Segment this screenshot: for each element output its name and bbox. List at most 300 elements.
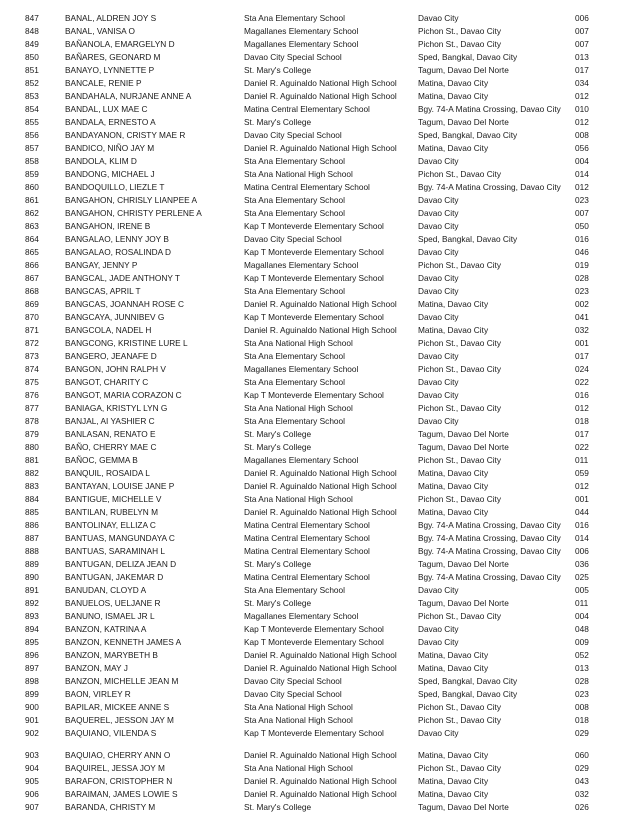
school-address: Matina, Davao City	[418, 78, 489, 88]
table-row	[0, 285, 638, 298]
room-code: 043	[575, 776, 589, 786]
school-name: St. Mary's College	[244, 65, 312, 75]
room-code: 011	[575, 598, 589, 608]
room-code: 048	[575, 624, 589, 634]
room-code: 012	[575, 91, 589, 101]
school-address: Davao City	[418, 585, 459, 595]
school-name: Matina Central Elementary School	[244, 520, 370, 530]
table-row	[0, 155, 638, 168]
school-name: Daniel R. Aguinaldo National High School	[244, 325, 397, 335]
school-address: Pichon St., Davao City	[418, 455, 502, 465]
row-number: 847	[25, 13, 39, 23]
examinee-name: BAÑO, CHERRY MAE C	[65, 442, 157, 452]
school-name: Sta Ana Elementary School	[244, 585, 346, 595]
school-address: Matina, Davao City	[418, 776, 489, 786]
row-number: 874	[25, 364, 39, 374]
school-name: Daniel R. Aguinaldo National High School	[244, 481, 397, 491]
table-row	[0, 467, 638, 480]
school-address: Pichon St., Davao City	[418, 702, 502, 712]
room-code: 019	[575, 260, 589, 270]
table-row	[0, 12, 638, 25]
room-code: 009	[575, 637, 589, 647]
examinee-name: BANQUIL, ROSAIDA L	[65, 468, 150, 478]
school-address: Matina, Davao City	[418, 481, 489, 491]
row-number: 890	[25, 572, 39, 582]
room-code: 023	[575, 195, 589, 205]
room-code: 023	[575, 286, 589, 296]
school-address: Bgy. 74-A Matina Crossing, Davao City	[418, 182, 561, 192]
examinee-name: BARAIMAN, JAMES LOWIE S	[65, 789, 178, 799]
room-code: 034	[575, 78, 589, 88]
table-row	[0, 220, 638, 233]
school-name: Matina Central Elementary School	[244, 182, 370, 192]
examinee-name: BANAYO, LYNNETTE P	[65, 65, 155, 75]
row-number: 870	[25, 312, 39, 322]
row-number: 849	[25, 39, 39, 49]
school-address: Davao City	[418, 13, 459, 23]
school-name: Daniel R. Aguinaldo National High School	[244, 468, 397, 478]
table-row	[0, 441, 638, 454]
room-code: 032	[575, 325, 589, 335]
school-address: Matina, Davao City	[418, 468, 489, 478]
table-row	[0, 558, 638, 571]
table-row	[0, 129, 638, 142]
school-address: Davao City	[418, 208, 459, 218]
row-number: 854	[25, 104, 39, 114]
examinee-name: BANZON, KATRINA A	[65, 624, 147, 634]
table-row	[0, 103, 638, 116]
school-address: Tagum, Davao Del Norte	[418, 442, 509, 452]
school-address: Bgy. 74-A Matina Crossing, Davao City	[418, 533, 561, 543]
table-row	[0, 298, 638, 311]
table-row	[0, 714, 638, 727]
school-name: Sta Ana Elementary School	[244, 377, 346, 387]
room-code: 059	[575, 468, 589, 478]
school-address: Matina, Davao City	[418, 91, 489, 101]
row-number: 861	[25, 195, 39, 205]
school-name: Kap T Monteverde Elementary School	[244, 312, 384, 322]
examinee-name: BANTUAS, MANGUNDAYA C	[65, 533, 175, 543]
row-number: 907	[25, 802, 39, 812]
examinee-name: BANGCAS, APRIL T	[65, 286, 141, 296]
room-code: 017	[575, 65, 589, 75]
examinee-name: BAQUEREL, JESSON JAY M	[65, 715, 174, 725]
examinee-name: BANIAGA, KRISTYL LYN G	[65, 403, 168, 413]
school-address: Bgy. 74-A Matina Crossing, Davao City	[418, 572, 561, 582]
school-name: Magallanes Elementary School	[244, 364, 359, 374]
row-number: 862	[25, 208, 39, 218]
school-name: Sta Ana National High School	[244, 763, 353, 773]
school-name: Davao City Special School	[244, 234, 342, 244]
school-name: Daniel R. Aguinaldo National High School	[244, 663, 397, 673]
room-code: 001	[575, 494, 589, 504]
school-name: Sta Ana National High School	[244, 702, 353, 712]
school-address: Pichon St., Davao City	[418, 611, 502, 621]
school-name: St. Mary's College	[244, 117, 312, 127]
room-code: 056	[575, 143, 589, 153]
examinee-name: BANLASAN, RENATO E	[65, 429, 156, 439]
examinee-name: BANGCAYA, JUNNIBEV G	[65, 312, 165, 322]
room-code: 002	[575, 299, 589, 309]
room-code: 052	[575, 650, 589, 660]
table-row	[0, 324, 638, 337]
room-code: 006	[575, 13, 589, 23]
school-address: Pichon St., Davao City	[418, 364, 502, 374]
school-name: Daniel R. Aguinaldo National High School	[244, 143, 397, 153]
school-name: Daniel R. Aguinaldo National High School	[244, 789, 397, 799]
examinee-name: BARANDA, CHRISTY M	[65, 802, 156, 812]
table-row	[0, 38, 638, 51]
room-code: 022	[575, 377, 589, 387]
school-name: Sta Ana Elementary School	[244, 195, 346, 205]
school-name: Davao City Special School	[244, 52, 342, 62]
table-row	[0, 389, 638, 402]
school-address: Bgy. 74-A Matina Crossing, Davao City	[418, 546, 561, 556]
table-row	[0, 428, 638, 441]
room-code: 029	[575, 728, 589, 738]
room-code: 006	[575, 546, 589, 556]
row-number: 879	[25, 429, 39, 439]
school-address: Tagum, Davao Del Norte	[418, 598, 509, 608]
table-row	[0, 402, 638, 415]
room-code: 007	[575, 26, 589, 36]
room-code: 032	[575, 789, 589, 799]
school-name: Magallanes Elementary School	[244, 26, 359, 36]
school-name: Davao City Special School	[244, 130, 342, 140]
table-row	[0, 376, 638, 389]
row-number: 887	[25, 533, 39, 543]
examinee-name: BANJAL, AI YASHIER C	[65, 416, 155, 426]
table-row	[0, 142, 638, 155]
school-name: Daniel R. Aguinaldo National High School	[244, 78, 397, 88]
room-code: 008	[575, 130, 589, 140]
examinee-name: BANGOT, CHARITY C	[65, 377, 149, 387]
school-address: Tagum, Davao Del Norte	[418, 429, 509, 439]
examinee-name: BANDAHALA, NURJANE ANNE A	[65, 91, 192, 101]
examinee-name: BANGCAS, JOANNAH ROSE C	[65, 299, 184, 309]
row-number: 894	[25, 624, 39, 634]
examinee-name: BANGAY, JENNY P	[65, 260, 138, 270]
row-number: 858	[25, 156, 39, 166]
row-number: 853	[25, 91, 39, 101]
row-number: 889	[25, 559, 39, 569]
row-number: 904	[25, 763, 39, 773]
examinee-name: BANTILAN, RUBELYN M	[65, 507, 158, 517]
table-row	[0, 662, 638, 675]
school-name: Sta Ana Elementary School	[244, 13, 346, 23]
row-number: 893	[25, 611, 39, 621]
school-name: Magallanes Elementary School	[244, 39, 359, 49]
school-address: Pichon St., Davao City	[418, 715, 502, 725]
examinee-name: BANTIGUE, MICHELLE V	[65, 494, 162, 504]
examinee-name: BANGCAL, JADE ANTHONY T	[65, 273, 180, 283]
table-row	[0, 25, 638, 38]
table-row	[0, 636, 638, 649]
examinee-name: BAQUIAO, CHERRY ANN O	[65, 750, 171, 760]
school-name: Sta Ana National High School	[244, 403, 353, 413]
table-row	[0, 415, 638, 428]
school-name: Matina Central Elementary School	[244, 104, 370, 114]
school-address: Bgy. 74-A Matina Crossing, Davao City	[418, 104, 561, 114]
examinee-name: BANZON, KENNETH JAMES A	[65, 637, 182, 647]
row-number: 886	[25, 520, 39, 530]
room-code: 016	[575, 390, 589, 400]
table-row	[0, 762, 638, 775]
school-name: Matina Central Elementary School	[244, 533, 370, 543]
school-address: Davao City	[418, 195, 459, 205]
room-code: 028	[575, 273, 589, 283]
row-number: 896	[25, 650, 39, 660]
school-address: Pichon St., Davao City	[418, 169, 502, 179]
examinee-name: BANGALAO, ROSALINDA D	[65, 247, 172, 257]
room-code: 025	[575, 572, 589, 582]
school-name: Sta Ana Elementary School	[244, 351, 346, 361]
room-code: 005	[575, 585, 589, 595]
school-address: Matina, Davao City	[418, 663, 489, 673]
table-row	[0, 168, 638, 181]
table-row	[0, 584, 638, 597]
room-code: 060	[575, 750, 589, 760]
row-number: 885	[25, 507, 39, 517]
table-row	[0, 571, 638, 584]
school-name: Magallanes Elementary School	[244, 611, 359, 621]
school-name: Kap T Monteverde Elementary School	[244, 624, 384, 634]
row-number: 903	[25, 750, 39, 760]
school-address: Pichon St., Davao City	[418, 260, 502, 270]
row-number: 877	[25, 403, 39, 413]
room-code: 036	[575, 559, 589, 569]
school-address: Sped, Bangkal, Davao City	[418, 130, 518, 140]
examinee-name: BANDAL, LUX MAE C	[65, 104, 148, 114]
row-number: 895	[25, 637, 39, 647]
examinee-name: BAÑOC, GEMMA B	[65, 455, 138, 465]
school-address: Matina, Davao City	[418, 650, 489, 660]
room-code: 041	[575, 312, 589, 322]
room-code: 013	[575, 52, 589, 62]
school-name: St. Mary's College	[244, 442, 312, 452]
row-number: 872	[25, 338, 39, 348]
room-code: 017	[575, 351, 589, 361]
examinee-name: BANUNO, ISMAEL JR L	[65, 611, 155, 621]
table-row	[0, 597, 638, 610]
school-name: Daniel R. Aguinaldo National High School	[244, 776, 397, 786]
examinee-name: BANGALAO, LENNY JOY B	[65, 234, 169, 244]
examinee-name: BAQUIREL, JESSA JOY M	[65, 763, 165, 773]
examinee-name: BANGERO, JEANAFE D	[65, 351, 157, 361]
examinee-name: BANTOLINAY, ELLIZA C	[65, 520, 156, 530]
table-row	[0, 64, 638, 77]
school-address: Matina, Davao City	[418, 299, 489, 309]
row-number: 856	[25, 130, 39, 140]
room-code: 007	[575, 208, 589, 218]
room-code: 014	[575, 533, 589, 543]
school-address: Tagum, Davao Del Norte	[418, 559, 509, 569]
row-number: 898	[25, 676, 39, 686]
school-address: Davao City	[418, 351, 459, 361]
table-row	[0, 233, 638, 246]
table-row	[0, 701, 638, 714]
table-row	[0, 454, 638, 467]
school-name: Kap T Monteverde Elementary School	[244, 728, 384, 738]
table-row	[0, 116, 638, 129]
school-name: Daniel R. Aguinaldo National High School	[244, 650, 397, 660]
examinee-name: BANDOLA, KLIM D	[65, 156, 137, 166]
examinee-name: BAON, VIRLEY R	[65, 689, 131, 699]
row-number: 850	[25, 52, 39, 62]
room-code: 012	[575, 182, 589, 192]
room-code: 012	[575, 403, 589, 413]
school-address: Davao City	[418, 624, 459, 634]
school-address: Davao City	[418, 416, 459, 426]
school-name: St. Mary's College	[244, 598, 312, 608]
table-row	[0, 207, 638, 220]
room-code: 018	[575, 416, 589, 426]
school-name: St. Mary's College	[244, 802, 312, 812]
school-name: Daniel R. Aguinaldo National High School	[244, 507, 397, 517]
school-address: Pichon St., Davao City	[418, 39, 502, 49]
row-number: 876	[25, 390, 39, 400]
school-address: Davao City	[418, 286, 459, 296]
school-address: Pichon St., Davao City	[418, 338, 502, 348]
school-name: Matina Central Elementary School	[244, 572, 370, 582]
school-address: Davao City	[418, 273, 459, 283]
school-address: Matina, Davao City	[418, 789, 489, 799]
examinee-name: BANGAHON, IRENE B	[65, 221, 151, 231]
examinee-name: BANUDAN, CLOYD A	[65, 585, 147, 595]
school-address: Pichon St., Davao City	[418, 403, 502, 413]
row-number: 875	[25, 377, 39, 387]
table-row	[0, 506, 638, 519]
school-name: Davao City Special School	[244, 676, 342, 686]
row-number: 871	[25, 325, 39, 335]
row-number: 857	[25, 143, 39, 153]
row-number: 859	[25, 169, 39, 179]
room-code: 022	[575, 442, 589, 452]
table-row	[0, 194, 638, 207]
row-number: 883	[25, 481, 39, 491]
row-number: 852	[25, 78, 39, 88]
table-row	[0, 311, 638, 324]
school-name: Sta Ana National High School	[244, 169, 353, 179]
examinee-name: BANGCOLA, NADEL H	[65, 325, 152, 335]
examinee-name: BANGCONG, KRISTINE LURE L	[65, 338, 188, 348]
row-number: 873	[25, 351, 39, 361]
table-row	[0, 675, 638, 688]
examinee-name: BANAL, VANISA O	[65, 26, 135, 36]
examinee-name: BANZON, MICHELLE JEAN M	[65, 676, 179, 686]
table-row	[0, 519, 638, 532]
room-code: 017	[575, 429, 589, 439]
table-row	[0, 181, 638, 194]
school-address: Davao City	[418, 377, 459, 387]
row-number: 880	[25, 442, 39, 452]
row-number: 878	[25, 416, 39, 426]
table-row	[0, 545, 638, 558]
row-number: 864	[25, 234, 39, 244]
school-name: Davao City Special School	[244, 689, 342, 699]
school-name: Magallanes Elementary School	[244, 455, 359, 465]
table-row	[0, 77, 638, 90]
table-row	[0, 90, 638, 103]
school-address: Tagum, Davao Del Norte	[418, 65, 509, 75]
school-name: Magallanes Elementary School	[244, 260, 359, 270]
room-code: 018	[575, 715, 589, 725]
table-row	[0, 727, 638, 740]
table-row	[0, 788, 638, 801]
row-number: 881	[25, 455, 39, 465]
school-name: Kap T Monteverde Elementary School	[244, 637, 384, 647]
room-code: 004	[575, 611, 589, 621]
examinee-name: BAÑARES, GEONARD M	[65, 52, 161, 62]
school-name: Kap T Monteverde Elementary School	[244, 390, 384, 400]
room-code: 023	[575, 689, 589, 699]
examinee-name: BANDALA, ERNESTO A	[65, 117, 156, 127]
school-name: Kap T Monteverde Elementary School	[244, 221, 384, 231]
room-code: 004	[575, 156, 589, 166]
school-address: Matina, Davao City	[418, 507, 489, 517]
room-code: 024	[575, 364, 589, 374]
table-row	[0, 532, 638, 545]
room-code: 016	[575, 520, 589, 530]
school-address: Sped, Bangkal, Davao City	[418, 689, 518, 699]
row-number: 897	[25, 663, 39, 673]
examinee-name: BANZON, MARYBETH B	[65, 650, 158, 660]
school-address: Davao City	[418, 221, 459, 231]
examinee-name: BANAL, ALDREN JOY S	[65, 13, 157, 23]
school-name: St. Mary's College	[244, 429, 312, 439]
examinee-name: BANGOT, MARIA CORAZON C	[65, 390, 182, 400]
row-number: 866	[25, 260, 39, 270]
row-number: 882	[25, 468, 39, 478]
examinee-name: BANUELOS, UELJANE R	[65, 598, 161, 608]
examinee-name: BAPILAR, MICKEE ANNE S	[65, 702, 170, 712]
school-name: Sta Ana National High School	[244, 715, 353, 725]
table-row	[0, 480, 638, 493]
row-number: 892	[25, 598, 39, 608]
row-number: 900	[25, 702, 39, 712]
table-row	[0, 688, 638, 701]
table-row	[0, 493, 638, 506]
school-address: Davao City	[418, 637, 459, 647]
room-code: 001	[575, 338, 589, 348]
school-address: Pichon St., Davao City	[418, 494, 502, 504]
school-address: Matina, Davao City	[418, 143, 489, 153]
table-row	[0, 246, 638, 259]
school-name: Sta Ana Elementary School	[244, 208, 346, 218]
row-number: 891	[25, 585, 39, 595]
row-number: 869	[25, 299, 39, 309]
school-address: Pichon St., Davao City	[418, 763, 502, 773]
examinee-name: BANTAYAN, LOUISE JANE P	[65, 481, 175, 491]
examinee-name: BANCALE, RENIE P	[65, 78, 142, 88]
examinee-name: BAQUIANO, VILENDA S	[65, 728, 157, 738]
room-code: 013	[575, 663, 589, 673]
examinee-name: BANGON, JOHN RALPH V	[65, 364, 166, 374]
row-number: 860	[25, 182, 39, 192]
school-address: Sped, Bangkal, Davao City	[418, 676, 518, 686]
examinee-name: BARAFON, CRISTOPHER N	[65, 776, 173, 786]
examinee-name: BANGAHON, CHRISLY LIANPEE A	[65, 195, 198, 205]
school-name: Sta Ana National High School	[244, 338, 353, 348]
row-number: 888	[25, 546, 39, 556]
school-name: Matina Central Elementary School	[244, 546, 370, 556]
school-name: Daniel R. Aguinaldo National High School	[244, 299, 397, 309]
table-row	[0, 272, 638, 285]
school-name: Kap T Monteverde Elementary School	[244, 247, 384, 257]
school-name: Daniel R. Aguinaldo National High School	[244, 91, 397, 101]
room-code: 008	[575, 702, 589, 712]
examinee-name: BANZON, MAY J	[65, 663, 128, 673]
